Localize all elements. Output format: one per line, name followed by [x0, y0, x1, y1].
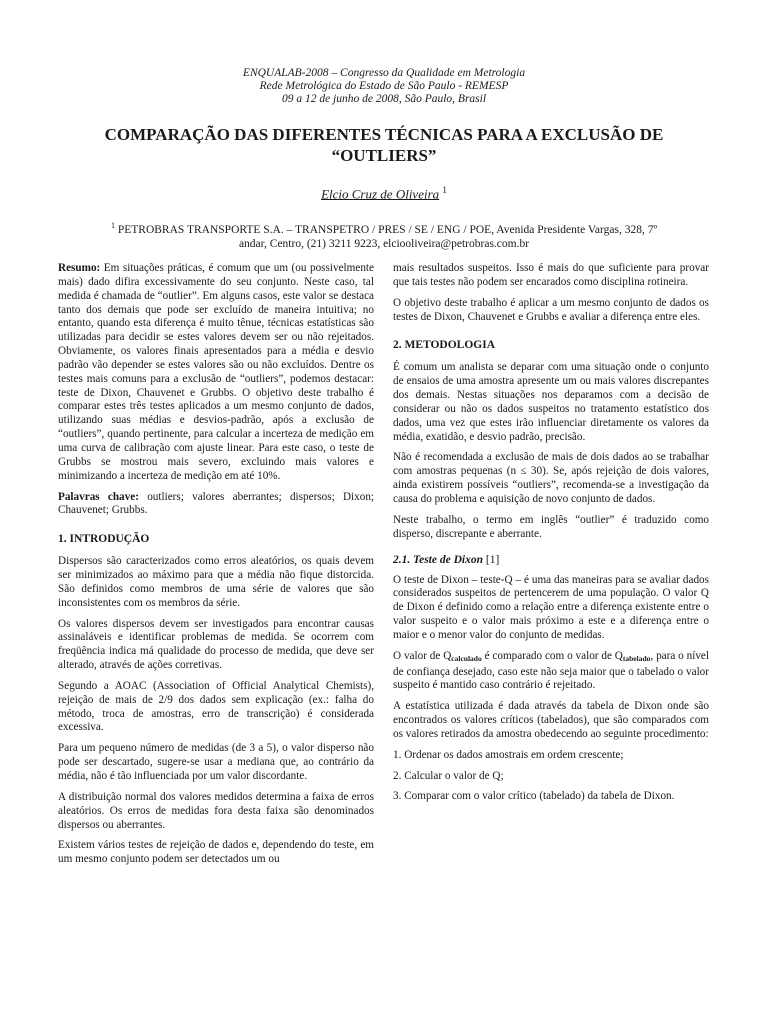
- abstract-text: Em situações práticas, é comum que um (ou possivelmente mais) dado difira excessivamente do seu conjunto. Neste caso, tal medida é chamada de “outlier”. Em alguns casos, este valor se destaca tanto dos demais que pode ser excluído de maneira intuitiva; no entanto, quando esta diferença é muito tênue, técnicas estatísticas são utilizadas para decidir se estes valores devem ser ou não rejeitados. Obviamente, os valores finais apresentados para a média e desvio padrão vão depender se estes valores são ou não excluídos. Dentre os testes mais comuns para a exclusão de “outliers”, podemos destacar: teste de Dixon, Chauvenet e Grubbs. O objetivo deste trabalho é comparar estes três testes aplicados a um mesmo conjunto de dados, utilizando suas médias e desvios-padrão, após a exclusão de “outliers”, quando pertinente, para calcular a incerteza de medição em uma curva de calibração com ajuste linear. Para este caso, o teste de Grubbs se mostrou mais severo, excluindo mais valores e minimizando a incerteza de medição em até 10%.: [58, 262, 374, 482]
- subsection-title: 2.1. Teste de Dixon: [393, 553, 483, 566]
- keywords-paragraph: [58, 491, 374, 519]
- keywords-text: outliers; valores aberrantes; dispersos; Dixon; Chauvenet; Grubbs.: [58, 490, 375, 517]
- author-name[interactable]: Elcio Cruz de Oliveira: [321, 186, 440, 202]
- intro-paragraph-5: A distribuição normal dos valores medidos determina a faixa de erros aleatórios. Os erros de medidas fora desta faixa são denominados dispersos ou aberrantes.: [58, 790, 374, 831]
- methodology-paragraph-1: É comum um analista se deparar com uma situação onde o conjunto de ensaios de uma amostra apresente um ou mais valores discrepantes dos demais. Nestas situações nos deparamos com a decisão de considerar ou não os dados suspeitos no tratamento estatístico dos dados, uma vez que estes irão influenciar diretamente os valores da média, exatidão, e desvio padrão, precisão.: [393, 361, 709, 443]
- dixon-p2-part-c: , para o nível de confiança desejado, caso este não seja maior que o tabelado o valor suspeito é mantido caso contrário é rejeitado.: [393, 649, 709, 692]
- section-heading-introduction: 1. INTRODUÇÃO: [58, 533, 150, 546]
- procedure-step-1: 1. Ordenar os dados amostrais em ordem crescente;: [393, 748, 624, 761]
- affiliation-line1: PETROBRAS TRANSPORTE S.A. – TRANSPETRO / PRES / SE / ENG / POE, Avenida Presidente Vargas, 328, 7º: [117, 223, 658, 236]
- right-column: [393, 262, 709, 811]
- section-heading-methodology: 2. METODOLOGIA: [393, 339, 496, 352]
- conference-organizer: Rede Metrológica do Estado de São Paulo - REMESP: [259, 80, 509, 92]
- procedure-step-3: 3. Comparar com o valor crítico (tabelado) da tabela de Dixon.: [393, 790, 675, 803]
- intro-continuation-paragraph: mais resultados suspeitos. Isso é mais do que suficiente para provar que tais testes não podem ser encarados como disciplina rotineira.: [393, 262, 709, 288]
- author-affiliation: [60, 219, 708, 251]
- reference-citation[interactable]: [1]: [485, 553, 500, 566]
- left-column: [58, 262, 374, 874]
- dixon-p2-part-a: O valor de Q: [393, 649, 452, 662]
- conference-header: [0, 67, 768, 106]
- q-tabelado-subscript: tabelado: [622, 653, 651, 663]
- methodology-paragraph-3: Neste trabalho, o termo em inglês “outlier” é traduzido como disperso, discrepante e aberrante.: [393, 513, 709, 540]
- abstract-paragraph: [58, 262, 374, 484]
- dixon-paragraph-3: A estatística utilizada é dada através da tabela de Dixon onde são encontrados os valores críticos (tabelados), que são comparados com os valores retirados da amostra obedecendo ao seguinte procedimento:: [393, 700, 709, 740]
- procedure-step-2: 2. Calcular o valor de Q;: [393, 769, 504, 782]
- affiliation-line2: andar, Centro, (21) 3211 9223, elciooliveira@petrobras.com.br: [238, 237, 530, 250]
- affiliation-superscript: 1: [110, 221, 115, 230]
- paper-title-line1: COMPARAÇÃO DAS DIFERENTES TÉCNICAS PARA A EXCLUSÃO DE: [104, 125, 664, 144]
- intro-paragraph-4: Para um pequeno número de medidas (de 3 a 5), o valor disperso não pode ser descartado, sugere-se usar a mediana que, ao contrário da média, não é tão influenciada por um valor discordante.: [58, 742, 374, 782]
- author-superscript: 1: [442, 185, 447, 195]
- methodology-paragraph-2: Não é recomendada a exclusão de mais de dois dados ao se trabalhar com amostras pequenas (n ≤ 30). Se, após rejeição de dois valores, ainda existirem possíveis “outliers”, recomenda-se a investigação da causa do problema e aquisição de novo conjunto de dados.: [393, 451, 709, 505]
- dixon-paragraph-1: O teste de Dixon – teste-Q – é uma das maneiras para se avaliar dados considerados suspeitos de pertencerem de uma população. O valor Q de Dixon é definido como a relação entre a diferença existente entre o valor suspeito e o valor mais próximo a este e a diferença entre o maior e o menor valor do conjunto de medidas.: [393, 573, 709, 641]
- author-line: [0, 182, 768, 202]
- intro-paragraph-1: Dispersos são caracterizados como erros aleatórios, os quais devem ser minimizados ao máximo para que a média não fique distorcida. São definidos como membros de uma série de valores que são inconsistentes com os membros da série.: [58, 555, 374, 609]
- paper-title: [60, 124, 708, 166]
- intro-paragraph-3: Segundo a AOAC (Association of Official Analytical Chemists), rejeição de mais de 2/9 dos dados sem explicação (ex.: falha do método, troca de amostras, erro de transcrição) é considerada excessiva.: [58, 679, 374, 734]
- subsection-heading-dixon: [393, 553, 709, 567]
- intro-paragraph-6: Existem vários testes de rejeição de dados e, dependendo do teste, em um mesmo conjunto podem ser detectados um ou: [58, 839, 374, 866]
- conference-name: ENQUALAB-2008 – Congresso da Qualidade em Metrologia: [242, 67, 526, 79]
- conference-date-location: 09 a 12 de junho de 2008, São Paulo, Brasil: [281, 93, 487, 105]
- dixon-paragraph-2: [393, 650, 709, 694]
- keywords-label: Palavras chave:: [58, 490, 139, 503]
- objective-paragraph: O objetivo deste trabalho é aplicar a um mesmo conjunto de dados os testes de Dixon, Chauvenet e Grubbs e avaliar a diferença entre eles.: [393, 296, 709, 323]
- q-calculado-subscript: calculado: [451, 653, 482, 663]
- abstract-label: Resumo:: [58, 262, 101, 274]
- intro-paragraph-2: Os valores dispersos devem ser investigados para encontrar causas assinaláveis e identificar problemas de medida. Se ocorrem com freqüência indica má qualidade do processo de medida, que deve ser alterado, através de ações corretivas.: [58, 617, 374, 672]
- paper-title-line2: “OUTLIERS”: [331, 146, 437, 165]
- dixon-p2-part-b: é comparado com o valor de Q: [481, 649, 623, 662]
